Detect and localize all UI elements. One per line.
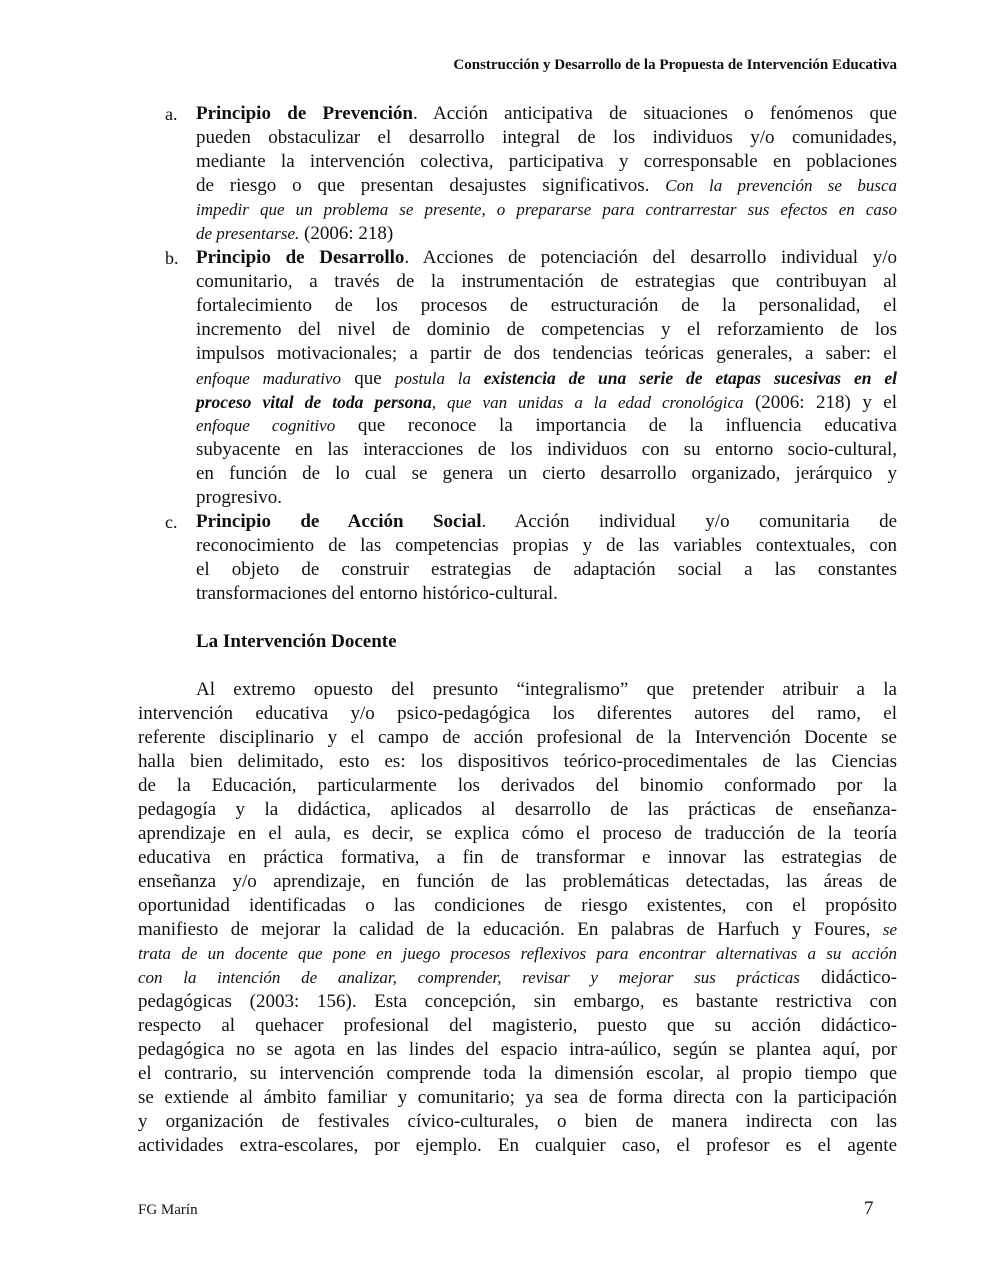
text-line xyxy=(196,558,897,582)
text-line xyxy=(138,1134,897,1158)
text-line xyxy=(196,510,897,534)
text-segment: se extiende al ámbito familiar y comunitario; ya sea de forma directa con la participación xyxy=(138,1087,897,1108)
text-segment: enfoque cognitivo xyxy=(196,416,336,435)
text-segment: halla bien delimitado, esto es: los dispositivos teórico-procedimentales de las Ciencias xyxy=(138,751,897,772)
text-line xyxy=(138,1038,897,1062)
text-segment: reconocimiento de las competencias propias y de las variables contextuales, con xyxy=(196,535,897,556)
text-line xyxy=(138,942,897,966)
text-line xyxy=(138,726,897,750)
text-segment: . Acción individual y/o comunitaria de xyxy=(481,511,897,532)
text-segment: (2006: 218) y el xyxy=(743,392,897,413)
text-line xyxy=(196,102,897,126)
text-segment: enfoque madurativo xyxy=(196,369,341,388)
text-segment: Principio de Desarrollo xyxy=(196,247,405,268)
text-segment: y organización de festivales cívico-culturales, o bien de manera indirecta con las xyxy=(138,1111,897,1132)
text-line xyxy=(196,534,897,558)
text-segment: (2006: 218) xyxy=(299,223,394,244)
text-segment: se xyxy=(882,920,897,939)
text-line xyxy=(196,462,897,486)
text-line xyxy=(138,966,897,990)
text-line xyxy=(138,774,897,798)
text-line xyxy=(138,702,897,726)
text-segment: transformaciones del entorno histórico-cultural. xyxy=(196,583,558,604)
text-line xyxy=(138,1062,897,1086)
text-line xyxy=(196,126,897,150)
text-line xyxy=(196,438,897,462)
list-item-desarrollo xyxy=(165,246,897,510)
text-line xyxy=(138,870,897,894)
text-line xyxy=(138,678,897,702)
text-segment: Principio de Acción Social xyxy=(196,511,482,532)
text-line xyxy=(138,846,897,870)
running-header: Construcción y Desarrollo de la Propuesta de Intervención Educativa xyxy=(453,57,897,73)
text-segment: en función de lo cual se genera un cierto desarrollo organizado, jerárquico y xyxy=(196,463,897,484)
footer-author: FG Marín xyxy=(138,1202,198,1218)
text-segment: aprendizaje en el aula, es decir, se explica cómo el proceso de traducción de la teoría xyxy=(138,823,897,844)
text-line xyxy=(196,414,897,438)
text-line xyxy=(138,822,897,846)
text-line xyxy=(196,246,897,270)
text-line xyxy=(196,318,897,342)
text-segment: impedir que un problema se presente, o prepararse para contrarrestar sus efectos en caso xyxy=(196,200,897,219)
text-line xyxy=(138,1086,897,1110)
list-marker: a. xyxy=(165,104,178,124)
text-segment: . Acción anticipativa de situaciones o fenómenos que xyxy=(412,103,897,124)
text-segment: didáctico- xyxy=(799,967,897,988)
text-segment: el contrario, su intervención comprende toda la dimensión escolar, al propio tiempo que xyxy=(138,1063,897,1084)
text-segment: incremento del nivel de dominio de competencias y el reforzamiento de los xyxy=(196,319,897,340)
text-segment: el objeto de construir estrategias de adaptación social a las constantes xyxy=(196,559,897,580)
text-line xyxy=(196,366,897,390)
text-line xyxy=(196,222,897,246)
text-line xyxy=(138,750,897,774)
text-segment: progresivo. xyxy=(196,487,283,508)
text-segment: Al extremo opuesto del presunto “integralismo” que pretender atribuir a la xyxy=(196,679,897,700)
text-segment: de la Educación, particularmente los derivados del binomio conformado por la xyxy=(138,775,897,796)
text-line xyxy=(196,390,897,414)
text-segment: Principio de Prevención xyxy=(196,103,413,124)
text-segment: pedagogía y la didáctica, aplicados al desarrollo de las prácticas de enseñanza- xyxy=(138,799,897,820)
text-line xyxy=(196,582,897,606)
list-marker: c. xyxy=(165,512,178,532)
text-segment: referente disciplinario y el campo de acción profesional de la Intervención Docente se xyxy=(138,727,897,748)
text-line xyxy=(138,894,897,918)
text-segment: con la intención de analizar, comprender, revisar y mejorar sus prácticas xyxy=(138,968,800,987)
text-line xyxy=(196,294,897,318)
text-segment: de presentarse. xyxy=(196,224,300,243)
text-segment: oportunidad identificadas o las condiciones de riesgo existentes, con el propósito xyxy=(138,895,897,916)
text-segment: impulsos motivacionales; a partir de dos tendencias teóricas generales, a saber: el xyxy=(196,343,897,364)
text-line xyxy=(196,150,897,174)
section-heading: La Intervención Docente xyxy=(196,631,397,652)
text-segment: . Acciones de potenciación del desarrollo individual y/o xyxy=(404,247,897,268)
text-line xyxy=(138,918,897,942)
text-line xyxy=(196,198,897,222)
text-segment: pedagógica no se agota en las lindes del espacio intra-aúlico, según se plantea aquí, por xyxy=(138,1039,897,1060)
text-segment: que xyxy=(340,368,395,389)
text-segment: que reconoce la importancia de la influencia educativa xyxy=(335,415,897,436)
text-line xyxy=(196,174,897,198)
text-segment: subyacente en las interacciones de los individuos con su entorno socio-cultural, xyxy=(196,439,897,460)
text-segment: actividades extra-escolares, por ejemplo. En cualquier caso, el profesor es el agente xyxy=(138,1135,897,1156)
text-segment: postula la xyxy=(394,369,484,388)
text-line xyxy=(196,342,897,366)
text-line xyxy=(196,486,897,510)
list-item-accion-social xyxy=(165,510,897,606)
page-number: 7 xyxy=(864,1198,874,1219)
text-segment: comunitario, a través de la instrumentación de estrategias que contribuyan al xyxy=(196,271,897,292)
text-line xyxy=(196,270,897,294)
text-segment: intervención educativa y/o psico-pedagógica los diferentes autores del ramo, el xyxy=(138,703,897,724)
list-item-prevencion xyxy=(165,102,897,246)
text-line xyxy=(138,1014,897,1038)
text-segment: proceso vital de toda persona xyxy=(196,392,432,412)
text-line xyxy=(138,1110,897,1134)
text-segment: fortalecimiento de los procesos de estructuración de la personalidad, el xyxy=(196,295,897,316)
text-line xyxy=(138,798,897,822)
body-paragraph xyxy=(138,678,897,1158)
text-segment: pedagógicas (2003: 156). Esta concepción, sin embargo, es bastante restrictiva con xyxy=(138,991,897,1012)
text-segment: mediante la intervención colectiva, participativa y corresponsable en poblaciones xyxy=(196,151,897,172)
text-segment: enseñanza y/o aprendizaje, en función de las problemáticas detectadas, las áreas de xyxy=(138,871,897,892)
list-marker: b. xyxy=(165,248,179,268)
text-line xyxy=(138,990,897,1014)
text-segment: existencia de una serie de etapas sucesivas en el xyxy=(483,368,897,388)
text-segment: , que van unidas a la edad cronológica xyxy=(431,393,744,412)
text-segment: pueden obstaculizar el desarrollo integral de los individuos y/o comunidades, xyxy=(196,127,897,148)
text-segment: respecto al quehacer profesional del magisterio, puesto que su acción didáctico- xyxy=(138,1015,897,1036)
text-segment: manifiesto de mejorar la calidad de la educación. En palabras de Harfuch y Foures, xyxy=(138,919,883,940)
text-segment: Con la prevención se busca xyxy=(665,176,897,195)
text-segment: trata de un docente que pone en juego procesos reflexivos para encontrar alternativas a su acción xyxy=(138,944,897,963)
text-segment: de riesgo o que presentan desajustes significativos. xyxy=(196,175,666,196)
text-segment: educativa en práctica formativa, a fin de transformar e innovar las estrategias de xyxy=(138,847,897,868)
